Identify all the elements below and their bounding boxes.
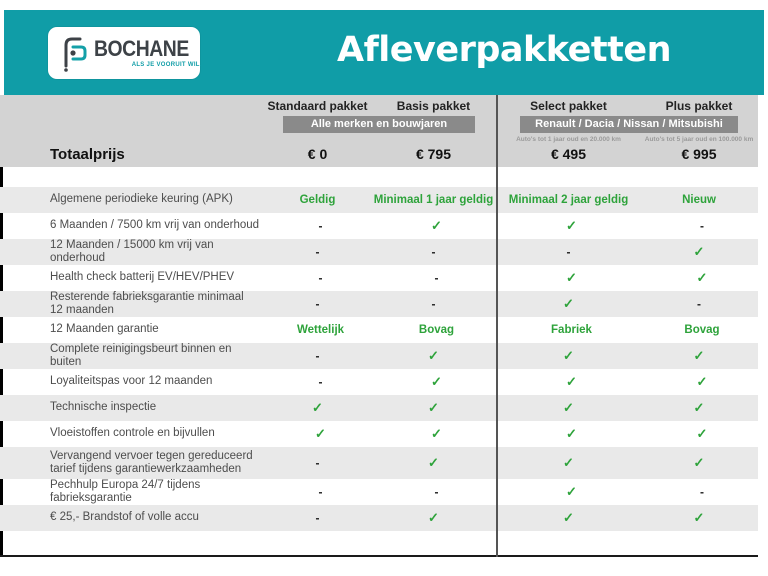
row-label: Loyaliteitspas voor 12 maanden	[50, 375, 213, 388]
row-value-basis: ✓	[431, 218, 442, 233]
row-value-standaard: -	[315, 456, 320, 470]
brand-tagline: ALS JE VOORUIT WIL.	[131, 62, 202, 68]
table-row	[0, 239, 758, 265]
row-label: Algemene periodieke keuring (APK)	[50, 193, 233, 206]
row-label: € 25,- Brandstof of volle accu	[50, 511, 199, 524]
row-value-select: ✓	[563, 348, 574, 364]
row-value-plus: ✓	[693, 400, 705, 415]
note-plus: Auto's tot 5 jaar oud en 100.000 km	[644, 136, 754, 143]
price-select: € 495	[550, 146, 587, 162]
row-value-plus: -	[700, 485, 704, 500]
table-row	[0, 213, 758, 239]
row-value-select: Minimaal 2 jaar geldig	[508, 194, 629, 206]
row-value-basis: Bovag	[418, 324, 455, 336]
row-label: Vloeistoffen controle en bijvullen	[50, 427, 215, 440]
table-row	[0, 291, 758, 317]
table-row	[0, 369, 758, 395]
row-value-basis: ✓	[431, 374, 442, 389]
brands-badge-left: Alle merken en bouwjaren	[283, 116, 475, 133]
row-label: Technische inspectie	[50, 401, 157, 414]
row-value-basis: ✓	[428, 400, 439, 415]
row-value-select: ✓	[563, 296, 574, 312]
gap-row	[0, 167, 758, 187]
row-value-plus: ✓	[696, 426, 708, 441]
row-value-plus: ✓	[693, 510, 705, 525]
total-row	[0, 144, 758, 164]
row-value-plus: ✓	[693, 244, 705, 260]
table-row	[0, 395, 758, 421]
row-value-plus: -	[697, 297, 701, 312]
row-value-standaard: Wettelijk	[296, 324, 345, 336]
row-value-basis: -	[434, 485, 439, 500]
bochane-logo-icon	[60, 34, 88, 72]
row-label: 6 Maanden / 7500 km vrij van onderhoud	[50, 219, 260, 232]
row-label: Health check batterij EV/HEV/PHEV	[50, 271, 235, 284]
row-value-standaard: -	[318, 271, 323, 285]
row-value-standaard: -	[315, 297, 320, 312]
row-value-standaard: -	[315, 349, 320, 364]
note-select: Auto's tot 1 jaar oud en 20.000 km	[516, 136, 621, 143]
row-value-basis: ✓	[428, 455, 439, 470]
row-value-plus: ✓	[693, 348, 705, 364]
row-label: Vervangend vervoer tegen gereduceerd tarief tijdens garantiewerkzaamheden	[50, 449, 253, 475]
row-value-basis: Minimaal 1 jaar geldig	[373, 194, 494, 206]
row-value-standaard: -	[318, 219, 323, 233]
row-value-plus: Nieuw	[682, 194, 716, 206]
row-value-basis: ✓	[428, 348, 439, 364]
table-row	[0, 317, 758, 343]
table-row	[0, 265, 758, 291]
row-value-select: ✓	[566, 374, 577, 389]
total-label: Totaalprijs	[50, 145, 125, 163]
row-label: 12 Maanden / 15000 km vrij van onderhoud	[50, 239, 214, 265]
table-row	[0, 421, 758, 447]
row-value-plus: -	[700, 219, 704, 233]
row-value-select: Fabriek	[551, 324, 592, 336]
row-value-basis: -	[431, 297, 436, 312]
row-value-basis: -	[431, 245, 436, 260]
row-value-select: ✓	[566, 426, 577, 441]
row-value-plus: ✓	[696, 374, 708, 389]
price-plus: € 995	[681, 146, 717, 162]
row-label: Pechhulp Europa 24/7 tijdens fabrieksgarantie	[50, 479, 201, 505]
column-header-select: Select pakket	[530, 99, 607, 113]
row-value-standaard: -	[315, 511, 320, 525]
price-basis: € 795	[415, 146, 452, 162]
price-standaard: € 0	[307, 146, 328, 162]
row-value-plus: ✓	[696, 270, 708, 285]
row-value-select: ✓	[566, 484, 577, 500]
row-value-select: ✓	[563, 455, 574, 470]
bochane-logo	[48, 27, 200, 79]
table-row	[0, 447, 758, 479]
page-title: Afleverpakketten	[336, 30, 671, 70]
table-rows	[0, 167, 758, 557]
row-value-basis: ✓	[428, 510, 439, 525]
logo-texts	[94, 38, 202, 68]
row-value-standaard: -	[318, 375, 323, 389]
row-value-standaard: -	[315, 245, 320, 260]
table-header	[0, 95, 758, 167]
table-bottom-border	[0, 555, 758, 557]
row-label-spacer	[0, 99, 265, 113]
row-value-select: ✓	[563, 400, 574, 415]
row-value-basis: -	[434, 271, 439, 285]
row-value-standaard: Geldig	[299, 194, 336, 206]
row-value-plus: Bovag	[684, 324, 720, 336]
table-row	[0, 187, 758, 213]
row-value-standaard: ✓	[315, 426, 326, 441]
row-value-select: ✓	[563, 510, 574, 525]
trailing-row	[0, 531, 758, 555]
table-row	[0, 479, 758, 505]
row-label: Resterende fabrieksgarantie minimaal 12 maanden	[50, 291, 244, 317]
column-header-standaard: Standaard pakket	[267, 99, 368, 113]
row-value-standaard: ✓	[312, 400, 323, 415]
brand-name: BOCHANE	[94, 36, 189, 61]
row-label: Complete reinigingsbeurt binnen en buiten	[50, 343, 232, 369]
column-group-divider	[496, 95, 498, 557]
table-row	[0, 505, 758, 531]
row-value-select: ✓	[566, 270, 577, 285]
row-value-plus: ✓	[693, 455, 705, 470]
column-headers	[0, 99, 758, 113]
column-header-plus: Plus pakket	[665, 99, 733, 113]
column-header-basis: Basis pakket	[396, 99, 471, 113]
row-label: 12 Maanden garantie	[50, 323, 159, 336]
header-band	[4, 10, 764, 95]
table-row	[0, 343, 758, 369]
row-value-standaard: -	[318, 485, 323, 500]
row-value-select: -	[566, 245, 571, 260]
row-value-basis: ✓	[431, 426, 442, 441]
brands-badge-right: Renault / Dacia / Nissan / Mitsubishi	[520, 116, 738, 133]
row-value-select: ✓	[566, 218, 577, 233]
